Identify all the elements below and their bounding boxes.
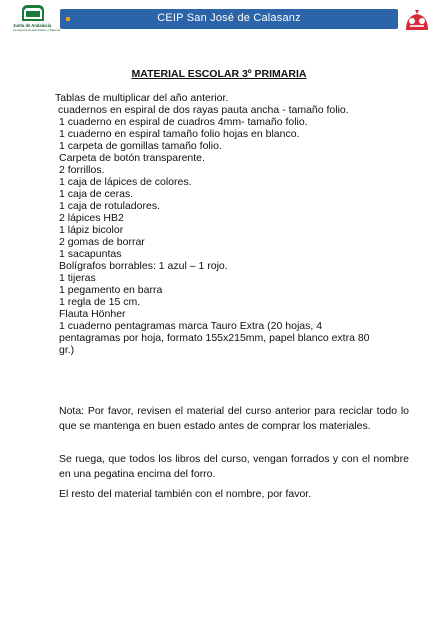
note-recycle (59, 404, 409, 434)
logo-text-line2: Consejería de Educación y Deporte (13, 28, 61, 32)
list-item: Flauta Hönher (59, 308, 126, 320)
list-item: 1 lápiz bicolor (59, 224, 124, 236)
document-title: MATERIAL ESCOLAR 3º PRIMARIA (131, 68, 307, 80)
list-item: 1 caja de ceras. (59, 188, 134, 200)
list-item: pentagramas por hoja, formato 155x215mm, papel blanco extra 80 (59, 332, 370, 344)
list-item: 2 lápices HB2 (59, 212, 124, 224)
list-item: 1 cuaderno en espiral de cuadros 4mm- tamaño folio. (59, 116, 308, 128)
school-name: CEIP San José de Calasanz (157, 12, 301, 24)
junta-andalucia-logo (8, 3, 61, 37)
list-item: 1 sacapuntas (59, 248, 122, 260)
junta-andalucia-emblem-icon (8, 3, 58, 23)
list-item: 1 carpeta de gomillas tamaño folio. (59, 140, 222, 152)
list-item: 1 pegamento en barra (59, 284, 163, 296)
list-item: Carpeta de botón transparente. (59, 152, 205, 164)
note-book-covers (59, 452, 409, 482)
note-names (59, 487, 409, 502)
list-item: 1 cuaderno pentagramas marca Tauro Extra (20 hojas, 4 (59, 320, 323, 332)
logo-text-line1: Junta de Andalucía (13, 23, 52, 28)
list-item: Tablas de multiplicar del año anterior. (55, 92, 229, 104)
list-item: 2 forrillos. (59, 164, 105, 176)
list-item: 1 regla de 15 cm. (59, 296, 141, 308)
list-item: cuadernos en espiral de dos rayas pauta ancha - tamaño folio. (58, 104, 349, 116)
list-item: 1 cuaderno en espiral tamaño folio hojas en blanco. (59, 128, 300, 140)
school-emblem-icon (402, 6, 432, 34)
note-book-covers-text: Se ruega, que todos los libros del curso, vengan forrados y con el nombre en una pegatina encima del forro. (59, 453, 409, 480)
page-header (0, 0, 438, 40)
school-logo (402, 6, 432, 34)
list-item: Bolígrafos borrables: 1 azul – 1 rojo. (59, 260, 228, 272)
list-item: 1 caja de lápices de colores. (59, 176, 192, 188)
list-item: 2 gomas de borrar (59, 236, 145, 248)
list-item: 1 caja de rotuladores. (59, 200, 160, 212)
list-item: gr.) (59, 344, 75, 356)
school-banner (60, 9, 398, 29)
list-item: 1 tijeras (59, 272, 96, 284)
note-names-text: El resto del material también con el nombre, por favor. (59, 488, 312, 500)
note-recycle-text: Nota: Por favor, revisen el material del curso anterior para reciclar todo lo que se mantenga en buen estado antes de comprar los materiales. (59, 405, 409, 432)
